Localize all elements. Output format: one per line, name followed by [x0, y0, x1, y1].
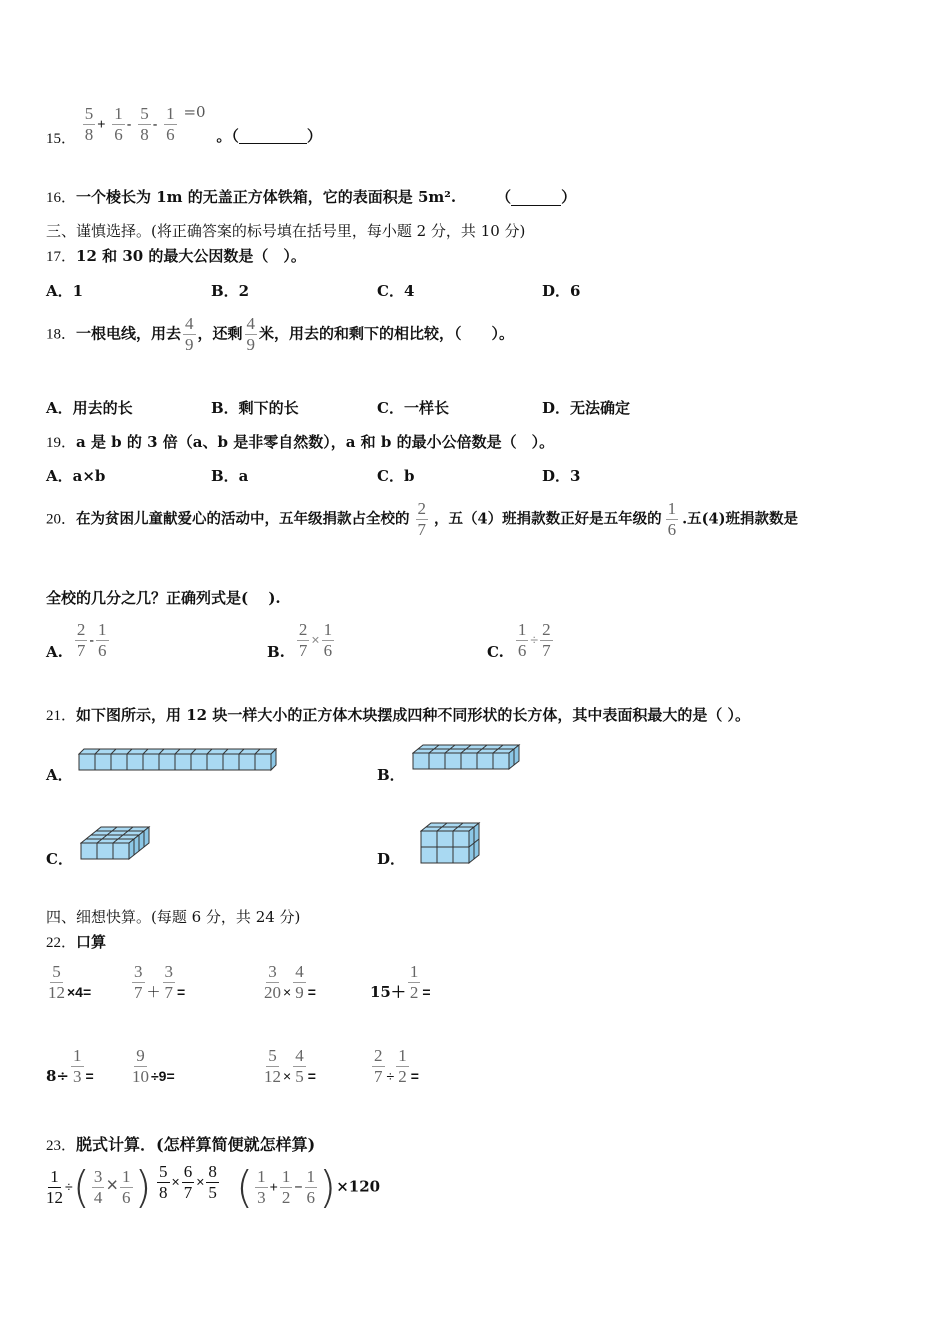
- fraction: [183, 314, 196, 355]
- left-paren: (: [236, 1162, 254, 1213]
- numerator: 2: [542, 620, 551, 639]
- numerator: 3: [134, 962, 143, 981]
- denominator: 5: [295, 1067, 304, 1086]
- cuboid-figure-c: [80, 826, 162, 874]
- numerator: 1: [122, 1167, 131, 1186]
- question-text: ，五（4）班捐款数正好是五年级的: [434, 510, 662, 528]
- equals: =: [410, 1067, 419, 1084]
- operator: ×: [283, 1067, 292, 1084]
- fraction: [264, 1046, 281, 1087]
- operator: ×: [171, 1173, 180, 1190]
- fraction: [48, 962, 65, 1003]
- question-text: ，还剩: [197, 324, 243, 343]
- numerator: 2: [76, 620, 86, 639]
- option-d[interactable]: D．无法确定: [542, 399, 631, 417]
- fraction: [163, 962, 176, 1003]
- denominator: 8: [140, 125, 149, 144]
- denominator: 7: [164, 983, 173, 1002]
- option-b[interactable]: [267, 620, 336, 661]
- option-b[interactable]: B．a: [211, 467, 249, 485]
- cuboid-figure-b: [412, 744, 528, 780]
- question-15: [46, 104, 322, 145]
- cuboid-figure-a: [78, 748, 280, 778]
- numerator: 1: [114, 104, 123, 123]
- denominator: 3: [73, 1067, 82, 1086]
- fraction: [280, 1167, 293, 1208]
- fraction: [132, 962, 145, 1003]
- numerator: 1: [409, 962, 419, 981]
- prefix: 8÷: [46, 1066, 70, 1085]
- question-22: [46, 931, 106, 952]
- numerator: 1: [50, 1167, 59, 1186]
- denominator: 6: [114, 125, 123, 144]
- operator: -: [152, 115, 158, 132]
- operator: ÷: [386, 1067, 395, 1084]
- option-a[interactable]: A．用去的长: [46, 399, 133, 417]
- denominator: 7: [134, 983, 143, 1002]
- denominator: 6: [667, 520, 677, 539]
- equals: ÷9=: [151, 1067, 175, 1084]
- question-title: 口算: [76, 933, 107, 951]
- fraction: [120, 1167, 133, 1208]
- fraction: [96, 620, 109, 661]
- numerator: 1: [517, 620, 527, 639]
- numerator: 5: [52, 962, 61, 981]
- option-b[interactable]: B．剩下的长: [211, 399, 299, 417]
- denominator: 7: [417, 520, 427, 539]
- question-text: 一个棱长为 1m 的无盖正方体铁箱，它的表面积是 5m².: [76, 188, 457, 206]
- option-c[interactable]: C．b: [377, 467, 415, 485]
- fraction: [516, 620, 529, 661]
- denominator: 6: [166, 125, 175, 144]
- numerator: 8: [208, 1162, 217, 1181]
- question-17: [46, 245, 306, 266]
- fraction: [264, 962, 281, 1003]
- question-text: a 是 b 的 3 倍（a、b 是非零自然数），a 和 b 的最小公倍数是（ ）。: [76, 433, 555, 451]
- denominator: 3: [257, 1188, 266, 1207]
- oral-calc-item: [370, 1046, 419, 1087]
- operator: +: [269, 1178, 278, 1195]
- equals: =: [422, 983, 431, 1000]
- operator: ×: [196, 1173, 205, 1190]
- q-number: 16．: [46, 190, 77, 206]
- numerator: 4: [246, 314, 256, 333]
- text: ）: [306, 126, 322, 145]
- denominator: 4: [93, 1188, 103, 1207]
- oral-calc-item: [46, 962, 91, 1003]
- fraction: [157, 1162, 170, 1203]
- numerator: 5: [159, 1162, 168, 1181]
- fraction: [46, 1167, 63, 1208]
- numerator: 1: [257, 1167, 266, 1186]
- numerator: 2: [374, 1046, 383, 1065]
- question-text: 如下图所示，用 12 块一样大小的正方体木块摆成四种不同形状的长方体，其中表面积最大的是（ ）。: [76, 706, 751, 724]
- denominator: 6: [517, 641, 527, 660]
- denominator: 6: [306, 1188, 316, 1207]
- operator: ＋: [146, 983, 161, 1000]
- equals: =: [307, 983, 316, 1000]
- denominator: 5: [208, 1183, 217, 1202]
- numerator: 2: [417, 499, 427, 518]
- denominator: 2: [281, 1188, 291, 1207]
- text: ）: [561, 188, 577, 206]
- expression-1: [44, 1162, 152, 1213]
- operator: ×: [106, 1174, 119, 1197]
- question-text: 一根电线，用去: [76, 324, 182, 343]
- operator: ÷: [65, 1178, 73, 1195]
- fraction: [666, 499, 679, 540]
- cube-front-face: [81, 843, 129, 859]
- numerator: 1: [166, 104, 175, 123]
- multiplier: ×120: [336, 1177, 381, 1196]
- numerator: 4: [295, 1046, 304, 1065]
- fraction: [396, 1046, 409, 1087]
- option-c[interactable]: C．一样长: [377, 399, 449, 417]
- denominator: 9: [185, 335, 194, 354]
- fraction: [408, 962, 421, 1003]
- denominator: 8: [84, 125, 94, 144]
- right-paren: ): [134, 1162, 152, 1213]
- numerator: 5: [84, 104, 94, 123]
- question-19: [46, 431, 554, 452]
- question-title: 脱式计算．(怎样算简便就怎样算): [76, 1135, 316, 1154]
- denominator: 6: [122, 1188, 131, 1207]
- numerator: 1: [306, 1167, 316, 1186]
- denominator: 2: [409, 983, 419, 1002]
- left-paren: (: [72, 1162, 90, 1213]
- fraction: [71, 1046, 84, 1087]
- operator: -: [89, 631, 95, 648]
- denominator: 6: [98, 641, 107, 660]
- fraction: [245, 314, 258, 355]
- denominator: 9: [246, 335, 256, 354]
- option-d[interactable]: D．: [377, 850, 406, 868]
- numerator: 9: [136, 1046, 145, 1065]
- text: （: [496, 188, 512, 206]
- oral-calc-item: [130, 1046, 175, 1087]
- numerator: 3: [93, 1167, 103, 1186]
- oral-calc-item: [130, 962, 185, 1003]
- option-c[interactable]: [487, 620, 555, 661]
- oral-calc-item: [46, 1046, 94, 1087]
- oral-calc-item: [370, 962, 431, 1003]
- right-paren: ): [319, 1162, 337, 1213]
- fraction: [297, 620, 310, 661]
- denominator: 10: [132, 1067, 149, 1086]
- option-c[interactable]: C．: [46, 850, 73, 868]
- question-text: 米，用去的和剩下的相比较，（ ）。: [259, 324, 515, 343]
- equals: =: [177, 983, 186, 1000]
- q-number: 23．: [46, 1138, 77, 1154]
- question-18: [46, 314, 514, 355]
- option-a[interactable]: [46, 620, 111, 661]
- denominator: 7: [183, 1183, 193, 1202]
- option-c[interactable]: C．4: [377, 282, 415, 300]
- denominator: 12: [264, 1067, 281, 1086]
- operator: +: [97, 115, 106, 132]
- question-20: [46, 499, 798, 540]
- option-d[interactable]: D．3: [542, 467, 581, 485]
- fraction: [322, 620, 335, 661]
- fraction: [112, 104, 125, 145]
- oral-calc-item: [262, 962, 316, 1003]
- question-16: [46, 186, 576, 207]
- numerator: 3: [268, 962, 277, 981]
- fraction: [305, 1167, 318, 1208]
- numerator: 1: [667, 499, 677, 518]
- operator: ÷: [530, 631, 539, 648]
- prefix: 15＋: [370, 982, 406, 1001]
- numerator: 1: [281, 1167, 291, 1186]
- numerator: 1: [323, 620, 333, 639]
- option-b[interactable]: B．: [377, 766, 405, 784]
- numerator: 4: [185, 314, 194, 333]
- section-4-heading: 四、细想快算。(每题 6 分，共 24 分): [46, 908, 301, 926]
- equals: =: [85, 1067, 94, 1084]
- q-number: 19．: [46, 435, 77, 451]
- numerator: 5: [268, 1046, 277, 1065]
- option-a[interactable]: A．a×b: [46, 467, 106, 485]
- fraction: [206, 1162, 219, 1203]
- q-number: 20．: [46, 511, 77, 528]
- denominator: 12: [48, 983, 65, 1002]
- question-text: 在为贫困儿童献爱心的活动中，五年级捐款占全校的: [76, 510, 410, 528]
- q-number: 15．: [46, 130, 77, 147]
- numerator: 5: [140, 104, 149, 123]
- numerator: 3: [164, 962, 173, 981]
- denominator: 12: [46, 1188, 63, 1207]
- operator: −: [294, 1178, 303, 1195]
- fraction: [75, 620, 88, 661]
- denominator: 20: [264, 983, 281, 1002]
- question-text: 12 和 30 的最大公因数是（ ）。: [76, 247, 306, 265]
- option-a[interactable]: A．: [46, 766, 73, 784]
- fraction: [255, 1167, 268, 1208]
- expression-2: [155, 1162, 221, 1203]
- fraction: [138, 104, 151, 145]
- fraction: [164, 104, 177, 145]
- q-number: 17．: [46, 249, 77, 265]
- denominator: 7: [374, 1067, 383, 1086]
- denominator: 9: [295, 983, 304, 1002]
- question-23: [46, 1132, 315, 1155]
- q-number: 18．: [46, 326, 77, 343]
- cuboid-figure-d: [420, 822, 488, 874]
- section-3-heading: 三、谨慎选择。(将正确答案的标号填在括号里，每小题 2 分，共 10 分): [46, 222, 526, 240]
- option-label: B.: [267, 642, 285, 661]
- fraction: [293, 1046, 306, 1087]
- fraction: [540, 620, 553, 661]
- fraction: [83, 104, 96, 145]
- denominator: 8: [159, 1183, 168, 1202]
- answer-blank[interactable]: [511, 191, 561, 206]
- numerator: 2: [298, 620, 308, 639]
- fraction: [416, 499, 429, 540]
- denominator: 7: [76, 641, 86, 660]
- fraction: [132, 1046, 149, 1087]
- option-d[interactable]: D．6: [542, 282, 581, 300]
- fraction: [293, 962, 306, 1003]
- fraction: [182, 1162, 195, 1203]
- operator: -: [126, 115, 132, 132]
- numerator: 1: [398, 1046, 407, 1065]
- denominator: 7: [298, 641, 308, 660]
- numerator: 6: [183, 1162, 193, 1181]
- oral-calc-item: [262, 1046, 316, 1087]
- text: 。（: [216, 126, 239, 145]
- equals: ×4=: [67, 983, 92, 1000]
- question-21: [46, 704, 750, 725]
- question-text: 全校的几分之几？正确列式是( ).: [46, 589, 281, 607]
- numerator: 4: [295, 962, 304, 981]
- option-a[interactable]: A．1: [46, 282, 84, 300]
- numerator: 1: [98, 620, 107, 639]
- equals-zero: =0: [183, 102, 206, 121]
- operator: ×: [311, 631, 320, 648]
- fraction: [92, 1167, 105, 1208]
- denominator: 6: [323, 641, 333, 660]
- q-number: 22．: [46, 935, 77, 951]
- option-label: C.: [487, 642, 504, 661]
- option-label: A.: [46, 642, 63, 661]
- numerator: 1: [73, 1046, 82, 1065]
- question-text: .五(4)班捐款数是: [682, 510, 798, 528]
- answer-blank[interactable]: [239, 129, 307, 144]
- equals: =: [307, 1067, 316, 1084]
- denominator: 7: [542, 641, 551, 660]
- expression-3: [236, 1162, 380, 1213]
- q-number: 21．: [46, 708, 77, 724]
- denominator: 2: [398, 1067, 407, 1086]
- fraction: [372, 1046, 385, 1087]
- operator: ×: [283, 983, 292, 1000]
- option-b[interactable]: B．2: [211, 282, 250, 300]
